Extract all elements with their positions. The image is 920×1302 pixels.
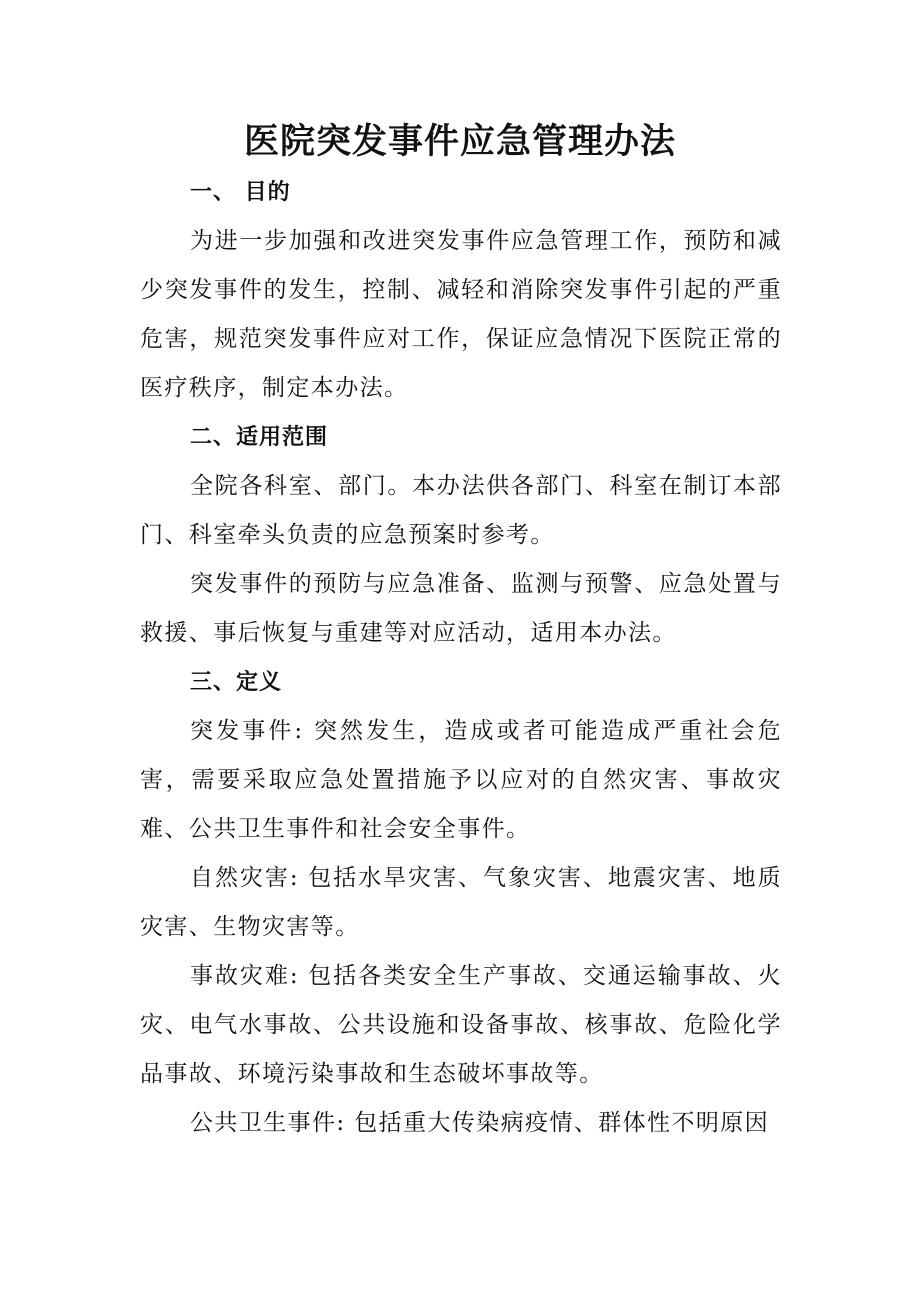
paragraph: 突发事件的预防与应急准备、监测与预警、应急处置与救援、事后恢复与重建等对应活动，适用本办法。 [140,571,782,646]
section-definitions [140,658,782,1148]
section-heading: 二、适用范围 [190,425,329,450]
paragraph: 自然灾害: 包括水旱灾害、气象灾害、地震灾害、地质灾害、生物灾害等。 [140,865,782,940]
paragraph: 事故灾难: 包括各类安全生产事故、交通运输事故、火灾、电气水事故、公共设施和设备事故、核事故、危险化学品事故、环境污染事故和生态破坏事故等。 [140,963,782,1087]
paragraph: 为进一步加强和改进突发事件应急管理工作，预防和减少突发事件的发生，控制、减轻和消除突发事件引起的严重危害，规范突发事件应对工作，保证应急情况下医院正常的医疗秩序，制定本办法。 [140,228,782,401]
document-title: 医院突发事件应急管理办法 [243,121,676,162]
section-scope [140,413,782,658]
section-purpose [140,168,782,413]
paragraph: 全院各科室、部门。本办法供各部门、科室在制订本部门、科室牵头负责的应急预案时参考。 [140,473,782,548]
document-body [140,168,782,1148]
paragraph: 公共卫生事件: 包括重大传染病疫情、群体性不明原因 [190,1110,770,1136]
section-heading: 三、定义 [190,670,283,695]
section-heading: 一、 目的 [190,180,291,205]
paragraph: 突发事件: 突然发生，造成或者可能造成严重社会危害，需要采取应急处置措施予以应对的自然灾害、事故灾难、公共卫生事件和社会安全事件。 [140,718,782,842]
